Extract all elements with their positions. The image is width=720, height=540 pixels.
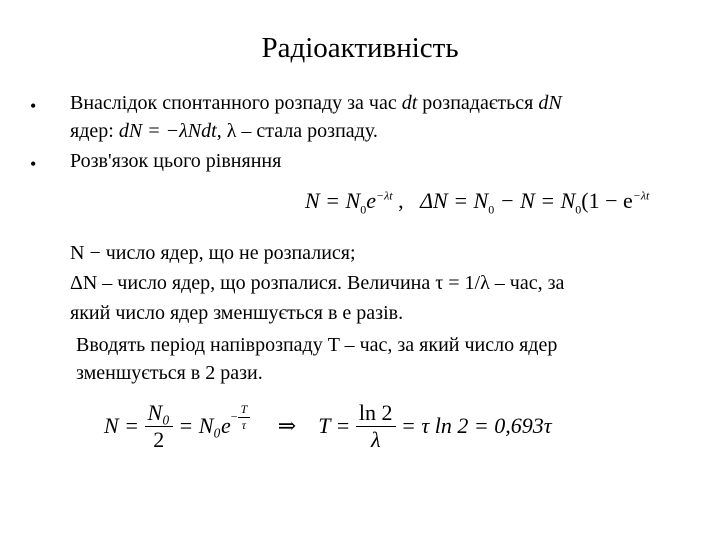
bullet-1-text: Внаслідок спонтанного розпаду за час <box>70 92 402 114</box>
f2-num1: N₀ <box>145 400 173 427</box>
para-line-1: N − число ядер, що не розпалися; <box>70 242 356 264</box>
dN-symbol: dN <box>538 92 562 114</box>
f1-exp: −λt <box>375 188 393 203</box>
f1-exp2: −λt <box>632 188 650 203</box>
f2-expden: τ <box>241 417 247 432</box>
f2-T: T = <box>318 413 351 438</box>
para-line-3: який число ядер зменшується в e разів. <box>70 302 404 324</box>
bullet-1-line-1 <box>70 92 562 115</box>
f2-frac2 <box>356 400 396 453</box>
para-line-5: зменшується в 2 рази. <box>76 362 263 384</box>
f2-den2: λ <box>370 426 381 452</box>
f1-sep: , <box>398 188 404 213</box>
decay-constant-text: , λ – стала розпаду. <box>216 120 378 142</box>
f1-c: − N = N <box>494 188 576 213</box>
f2-lhs: N = <box>104 413 140 438</box>
implies-arrow: ⇒ <box>277 413 297 438</box>
half-life-formula <box>104 396 552 456</box>
f1-sub0: 0 <box>360 202 367 217</box>
f2-rhs: = τ ln 2 = 0,693τ <box>401 413 552 438</box>
f2-num2: ln 2 <box>356 400 396 427</box>
bullet-1-line2-text: ядер: <box>70 120 119 142</box>
f1-e: e <box>366 188 376 213</box>
dt-symbol: dt <box>401 92 418 114</box>
bullet-dot-1: • <box>30 96 37 116</box>
bullet-dot-2: • <box>30 154 37 174</box>
f2-den1: 2 <box>153 426 165 452</box>
f2-frac1 <box>145 400 173 453</box>
decay-solution-formula: $N = N_0e^{-\lambda t}$ , $\Delta N = N_0 - N = N_0(1 - e^{-\lambda t}$ <box>305 188 650 217</box>
bullet-1-text-b: розпадається <box>417 92 539 114</box>
f1-a: N = N <box>305 188 361 213</box>
bullet-1-line-2 <box>70 120 378 143</box>
f2-expnum: T <box>238 402 251 418</box>
para-line-4: Вводять період напіврозпаду T – час, за який число ядер <box>76 334 558 356</box>
f1-paren: (1 − e <box>581 188 633 213</box>
para-line-2: ΔN – число ядер, що розпалися. Величина τ = 1/λ – час, за <box>70 272 565 294</box>
f1-b: ΔN = N <box>420 188 489 213</box>
f2-exponent: − $\frac{T}{\tau}$ <box>231 402 250 433</box>
bullet-2-text: Розв'язок цього рівняння <box>70 150 282 172</box>
decay-law-formula: dN = −λNdt <box>118 120 217 142</box>
f2-mid: = N₀e <box>178 413 231 438</box>
slide-title: Радіоактивність <box>261 32 459 64</box>
